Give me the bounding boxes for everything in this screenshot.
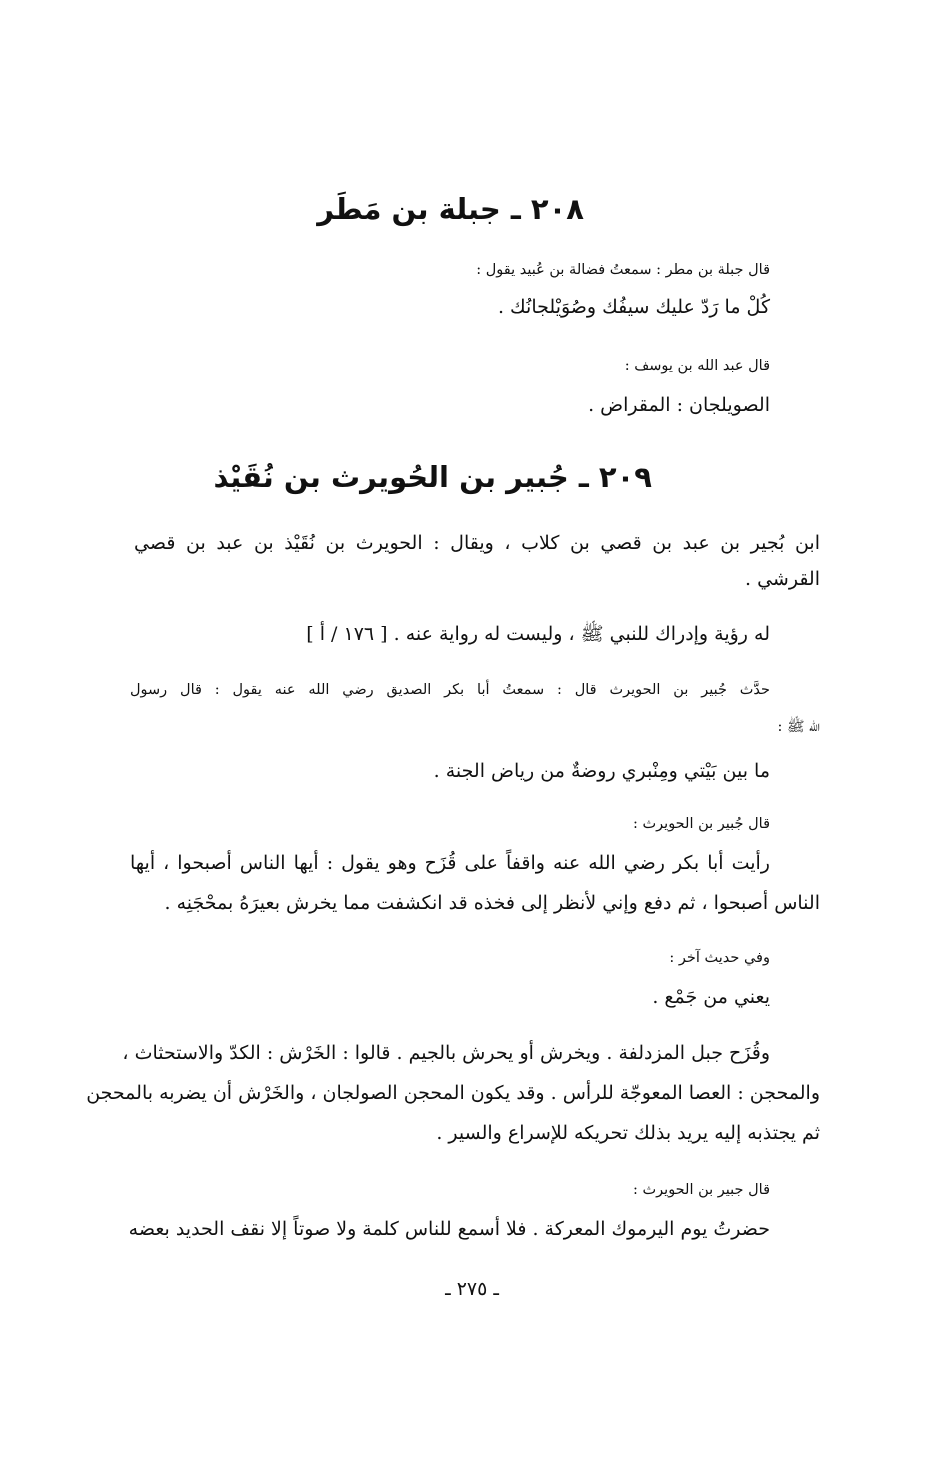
section-208-intro-2: قال عبد الله بن يوسف : <box>624 358 770 374</box>
page-number: ـ ٢٧٥ ـ <box>445 1278 499 1300</box>
section-209-explanation-line3: ثم يجتذبه إليه يريد بذلك تحريكه للإسراع والسير . <box>436 1122 820 1144</box>
section-209-last-line: حضرتُ يوم اليرموك المعركة . فلا أسمع للناس كلمة ولا صوتاً إلا نقف الحديد بعضه <box>128 1218 770 1240</box>
section-209-alt-report: يعني من جَمْع . <box>652 986 770 1008</box>
section-208-heading: ٢٠٨ ـ جبلة بن مَطَر <box>317 192 584 226</box>
section-209-narration-line2: الناس أصبحوا ، ثم دفع وإني لأنظر إلى فخذه قد انكشفت مما يخرش بعيرَهُ بمحْجَنِه . <box>164 892 820 914</box>
section-209-isnad-line2: الله ﷺ : <box>777 719 820 735</box>
section-209-intro-3: قال جُبير بن الحويرث : <box>633 816 770 832</box>
section-209-hadith: ما بين بَيْتي ومِنْبري روضةٌ من رياض الجنة . <box>433 760 770 782</box>
section-209-para1-line2: القرشي . <box>745 568 820 590</box>
section-209-para1-line1: ابن بُجير بن عبد بن قصي بن كلاب ، ويقال : الحويرث بن نُقَيْذ بن عبد بن قصي <box>134 532 820 554</box>
section-209-isnad-line1: حدَّث جُبير بن الحويرث قال : سمعتُ أبا بكر الصديق رضي الله عنه يقول : قال رسول <box>130 682 770 698</box>
section-208-quote: كُلْ ما رَدّ عليك سيفُك وصُوَيْلجانُك . <box>497 296 770 318</box>
section-208-intro-1: قال جبلة بن مطر : سمعتُ فضالة بن عُبيد يقول : <box>476 262 770 278</box>
section-209-intro-5: قال جبير بن الحويرث : <box>633 1182 770 1198</box>
section-209-explanation-line1: وقُزَح جبل المزدلفة . ويخرش أو يحرش بالجيم . قالوا : الخَرْش : الكدّ والاستحثاث ، <box>122 1042 770 1064</box>
section-209-heading: ٢٠٩ ـ جُبير بن الحُويرث بن نُقَيْذ <box>213 460 652 494</box>
section-209-intro-4: وفي حديث آخر : <box>669 950 770 966</box>
section-209-explanation-line2: والمحجن : العصا المعوجّة للرأس . وقد يكون المحجن الصولجان ، والخَرْش أن يضربه بالمحجن <box>86 1082 820 1104</box>
section-209-narration-line1: رأيت أبا بكر رضي الله عنه واقفاً على قُزَح وهو يقول : أيها الناس أصبحوا ، أيها <box>130 852 770 874</box>
section-208-gloss: الصويلجان : المقراض . <box>588 394 770 416</box>
section-209-note: له رؤية وإدراك للنبي ﷺ ، وليست له رواية عنه . [ ١٧٦ / أ ] <box>306 623 770 645</box>
